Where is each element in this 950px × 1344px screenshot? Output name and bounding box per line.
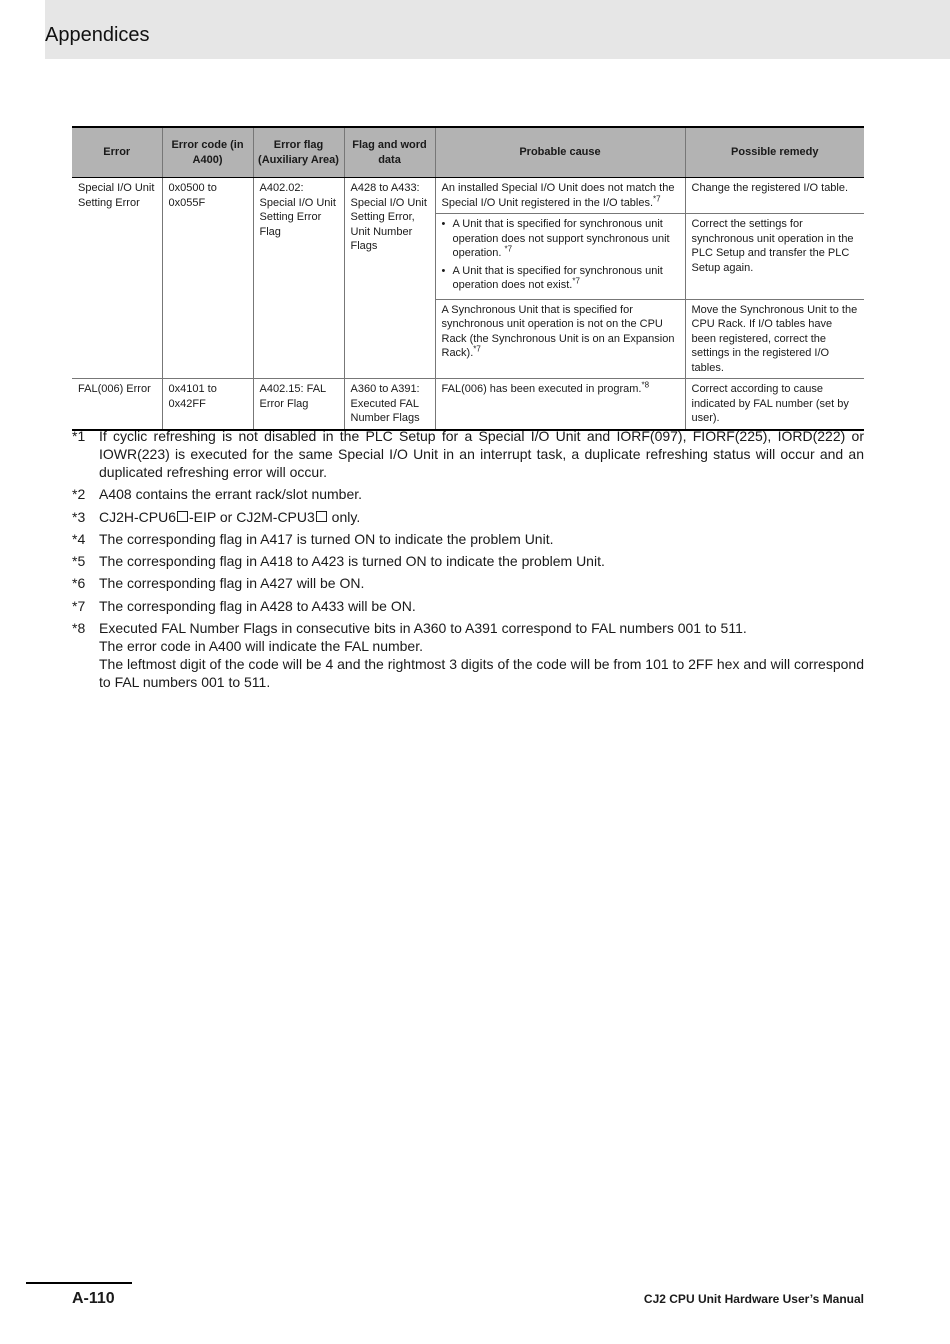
cell-probable-cause [435, 379, 685, 430]
cause-bullet-list [442, 217, 679, 293]
placeholder-box-icon [177, 511, 188, 522]
footnote-mark: *4 [72, 530, 86, 547]
cell-possible-remedy: Correct according to cause indicated by FAL number (set by user). [685, 379, 864, 430]
cell-error-code: 0x0500 to 0x055F [162, 178, 253, 379]
cell-error-code: 0x4101 to 0x42FF [162, 379, 253, 430]
footnote-part: CJ2H-CPU6 [99, 508, 177, 525]
footnote-text [99, 485, 864, 503]
cell-error-flag: A402.02: Special I/O Unit Setting Error Flag [253, 178, 344, 379]
cell-error: Special I/O Unit Setting Error [72, 178, 162, 379]
table-header-row [72, 127, 864, 178]
footnote [72, 485, 864, 503]
list-item [442, 264, 679, 293]
footnote-text [99, 574, 864, 592]
footnote [72, 508, 864, 526]
footnote-mark: *2 [72, 486, 86, 503]
footnote-line: The corresponding flag in A417 is turned ON to indicate the problem Unit. [99, 530, 554, 547]
footnote-line: The corresponding flag in A428 to A433 will be ON. [99, 597, 416, 614]
cell-error-flag: A402.15: FAL Error Flag [253, 379, 344, 430]
cell-flag-word-data: A428 to A433: Special I/O Unit Setting Error, Unit Number Flags [344, 178, 435, 379]
footnote [72, 530, 864, 548]
cause-text: A Unit that is specified for synchronous unit operation does not exist. [452, 264, 663, 291]
footnote-line: The corresponding flag in A427 will be ON. [99, 575, 365, 592]
cause-text: A Synchronous Unit that is specified for synchronous unit operation is not on the CPU Rack (the Synchronous Unit is on an Expansion Rack). [441, 303, 675, 359]
header-error: Error [72, 127, 162, 178]
cause-text: A Unit that is specified for synchronous unit operation does not support synchronous unit operation. [452, 218, 670, 259]
cell-flag-word-data: A360 to A391: Executed FAL Number Flags [344, 379, 435, 430]
table-row [72, 379, 864, 430]
header-possible-remedy: Possible remedy [685, 127, 864, 178]
footnote-mark: *8 [72, 620, 86, 637]
footnote-line: If cyclic refreshing is not disabled in the PLC Setup for a Special I/O Unit and IORF(097), FIORF(225), IORD(222) or IOWR(223) is executed for the same Special I/O Unit in an interrupt task, a duplicate refreshing status will occur and an duplicated refreshing error will occur. [99, 428, 864, 480]
footnote-ref: *8 [641, 380, 650, 390]
footnote-ref: *7 [572, 276, 580, 286]
list-item [442, 217, 679, 261]
footnote [72, 619, 864, 691]
footnote-ref: *7 [653, 193, 661, 203]
footnote-ref: *7 [473, 344, 481, 354]
cell-probable-cause [435, 299, 685, 379]
table-row [72, 178, 864, 214]
footnote [72, 427, 864, 481]
cell-probable-cause [435, 178, 685, 214]
footnote-text [99, 619, 864, 691]
footnotes [72, 427, 864, 695]
error-table [72, 126, 864, 431]
footnote-mark: *1 [72, 428, 86, 444]
footnote [72, 597, 864, 615]
footnote-part: only. [327, 508, 361, 525]
page-section-title: Appendices [45, 24, 150, 46]
cause-text: An installed Special I/O Unit does not match the Special I/O Unit registered in the I/O tables. [441, 182, 675, 209]
cause-text: FAL(006) has been executed in program. [441, 383, 642, 395]
footnote-line: Executed FAL Number Flags in consecutive bits in A360 to A391 correspond to FAL numbers 001 to 511. [99, 620, 747, 637]
cell-possible-remedy: Correct the settings for synchronous unit operation in the PLC Setup and transfer the PLC Setup again. [685, 214, 864, 300]
footnote-mark: *3 [72, 508, 86, 525]
placeholder-box-icon [316, 511, 327, 522]
header-probable-cause: Probable cause [435, 127, 685, 178]
cell-error: FAL(006) Error [72, 379, 162, 430]
cell-possible-remedy: Change the registered I/O table. [685, 178, 864, 214]
header-error-code: Error code (in A400) [162, 127, 253, 178]
footnote-mark: *7 [72, 597, 86, 614]
header-band [45, 0, 950, 59]
footnote [72, 552, 864, 570]
header-flag-word-data: Flag and word data [344, 127, 435, 178]
footnote-mark: *5 [72, 553, 86, 570]
footnote-line: A408 contains the errant rack/slot number. [99, 486, 363, 503]
footnote-line: The corresponding flag in A418 to A423 is turned ON to indicate the problem Unit. [99, 553, 605, 570]
footnote-text [99, 530, 864, 548]
footnote-line: The error code in A400 will indicate the FAL number. [99, 638, 423, 655]
footnote [72, 574, 864, 592]
cell-possible-remedy: Move the Synchronous Unit to the CPU Rack. If I/O tables have been registered, correct the settings in the registered I/O tables. [685, 299, 864, 379]
footnote-mark: *6 [72, 575, 86, 592]
footnote-line: The leftmost digit of the code will be 4 and the rightmost 3 digits of the code will be from 101 to 2FF hex and will correspond to FAL numbers 001 to 511. [99, 656, 864, 691]
footnote-text [99, 552, 864, 570]
header-error-flag: Error flag (Auxiliary Area) [253, 127, 344, 178]
footer-rule [26, 1282, 132, 1284]
manual-title: CJ2 CPU Unit Hardware User’s Manual [643, 1292, 864, 1306]
footnote-part: -EIP or CJ2M-CPU3 [189, 508, 315, 525]
footnote-text [99, 508, 864, 526]
page-number: A-110 [72, 1290, 115, 1307]
footnote-text [99, 597, 864, 615]
cell-probable-cause [435, 214, 685, 300]
footnote-ref: *7 [504, 244, 513, 254]
footnote-text [99, 427, 864, 481]
